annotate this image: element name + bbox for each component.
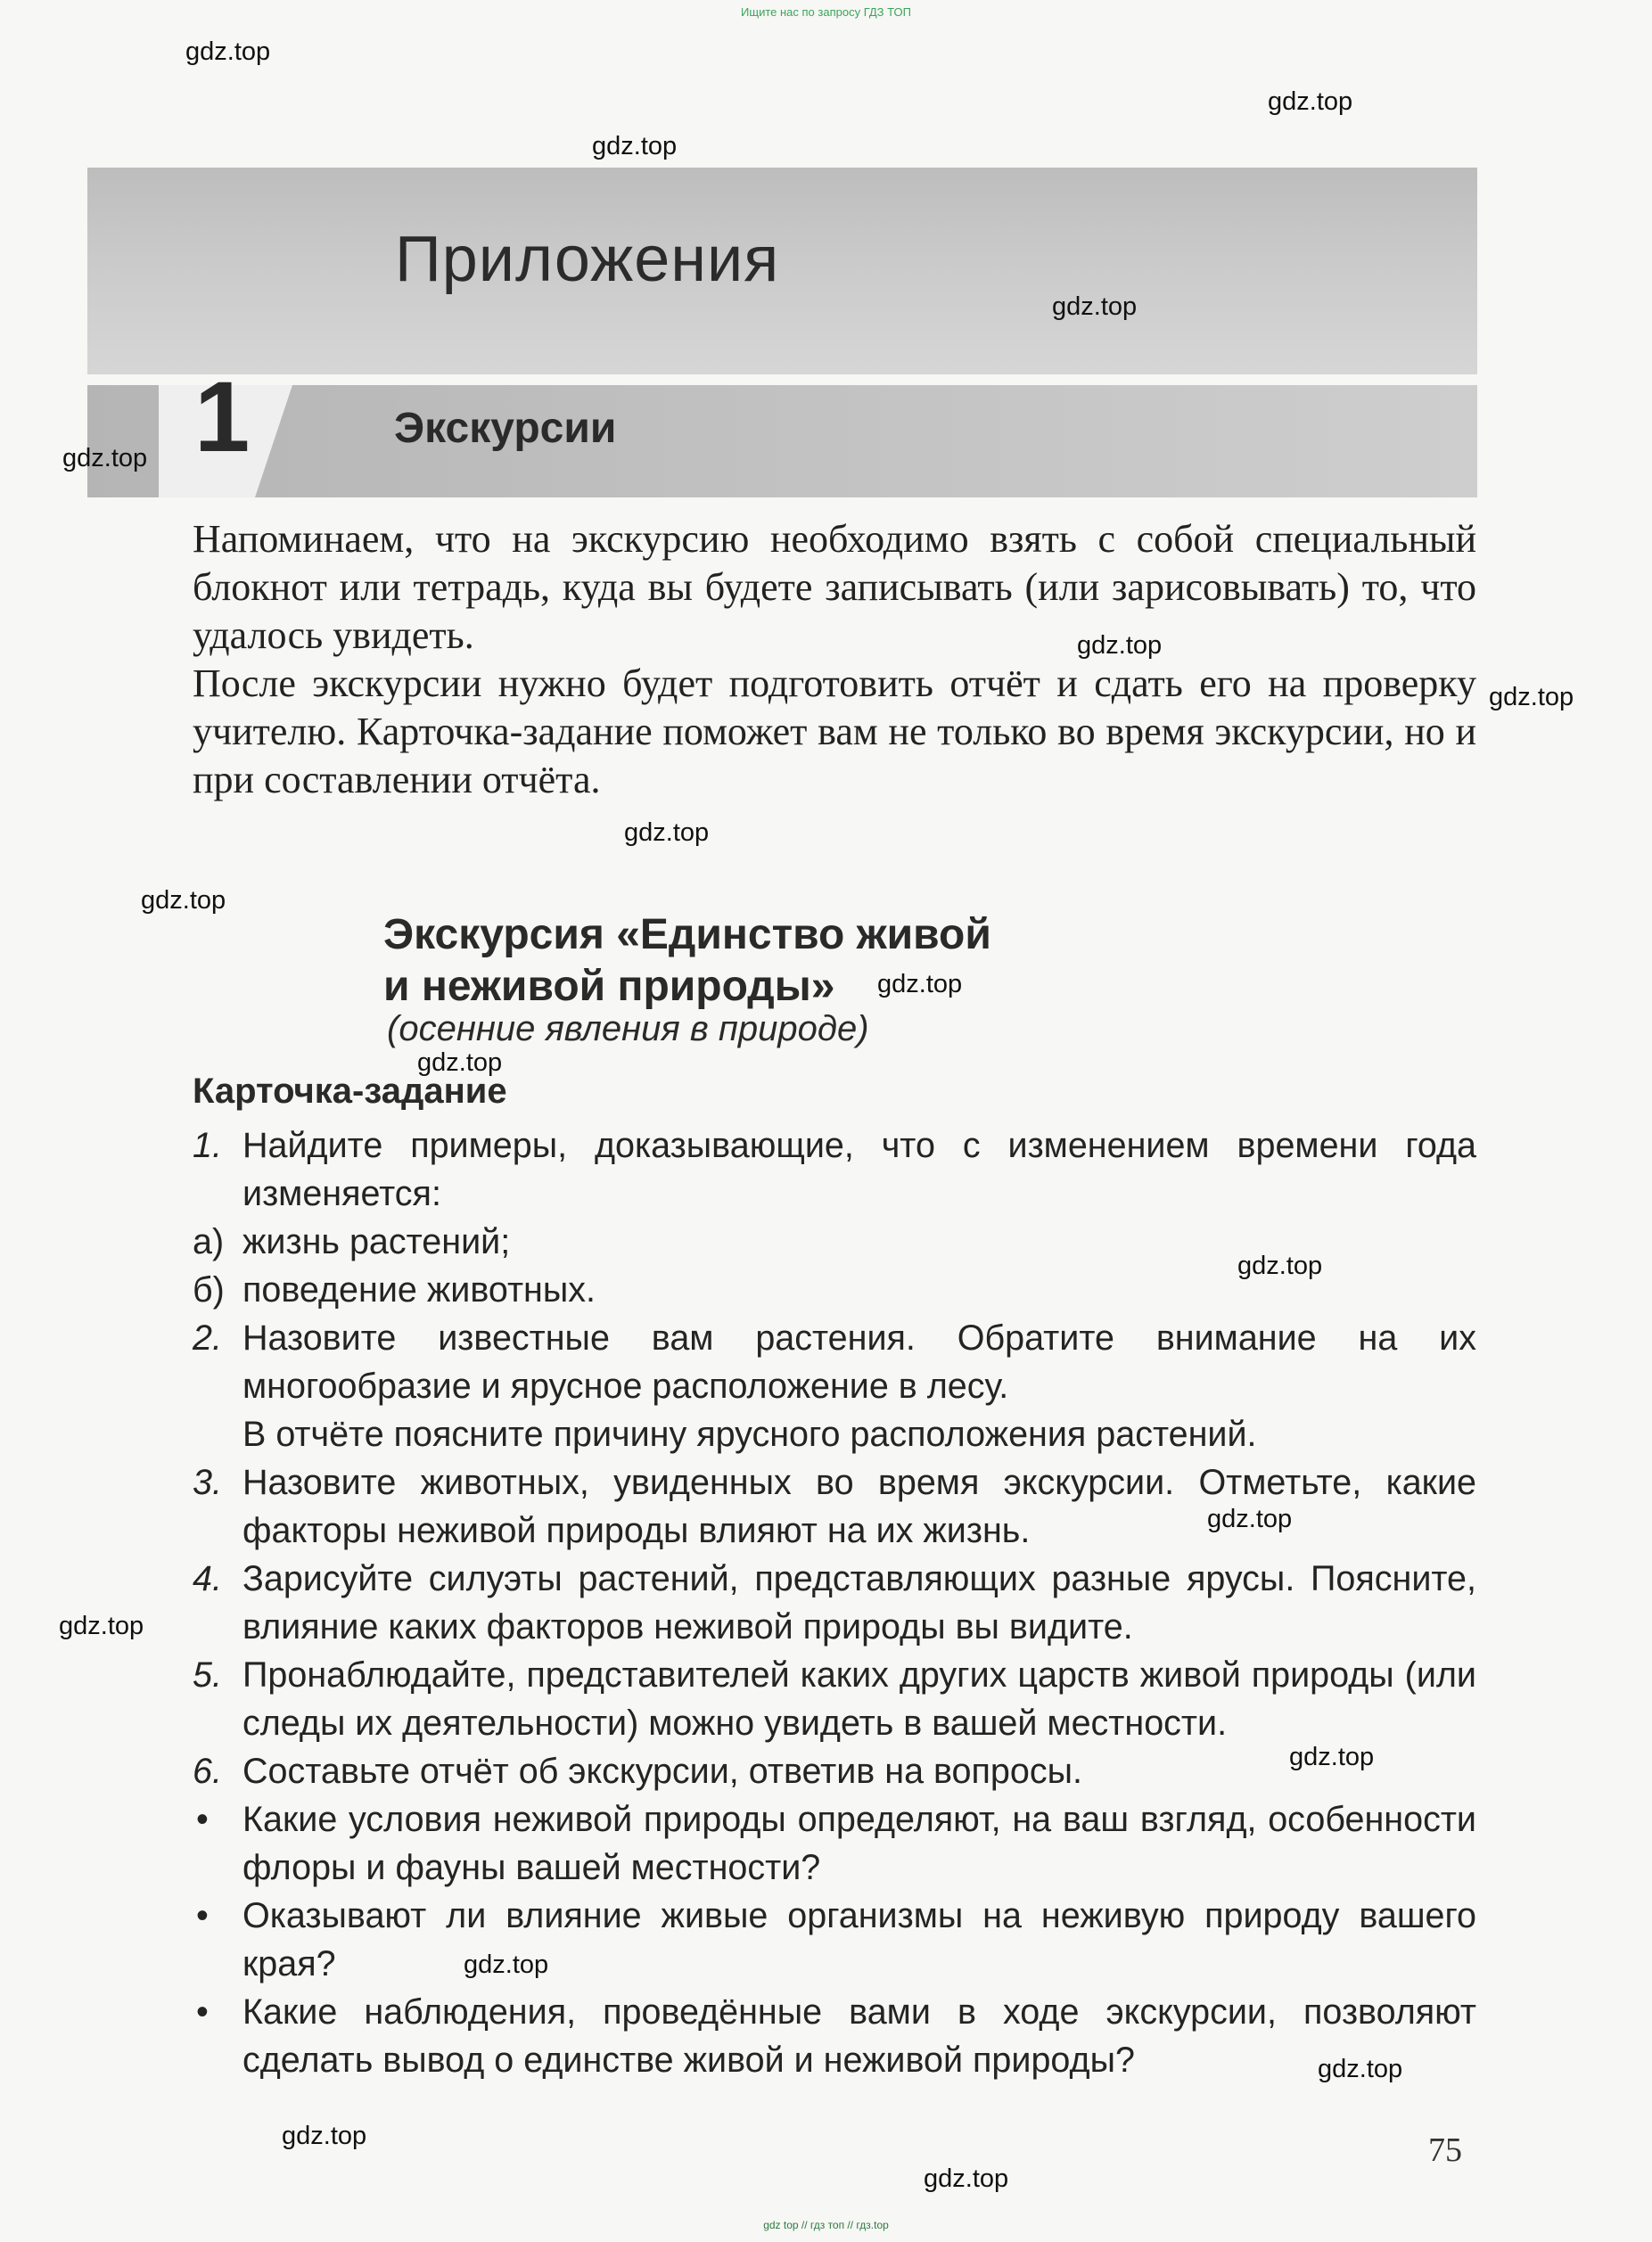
watermark: gdz.top <box>1077 631 1163 660</box>
task-item <box>193 1651 1476 1747</box>
task-card-heading: Карточка-задание <box>193 1072 507 1111</box>
watermark: gdz.top <box>141 886 226 915</box>
header-note: Ищите нас по запросу ГДЗ ТОП <box>741 5 911 19</box>
task-marker: 3. <box>193 1463 222 1502</box>
task-marker: а) <box>193 1222 225 1261</box>
bullet-marker: • <box>196 1800 209 1839</box>
task-marker: 5. <box>193 1655 222 1695</box>
task-text: Зарисуйте силуэты растений, представляющих разные ярусы. Поясните, влияние каких факторов неживой природы вы видите. <box>242 1559 1476 1647</box>
task-marker: б) <box>193 1270 225 1310</box>
intro-paragraph: Напоминаем, что на экскурсию необходимо взять с собой специальный блокнот или тетрадь, куда вы будете записывать (или зарисовывать) то, что удалось увидеть. <box>193 517 1476 657</box>
watermark: gdz.top <box>1052 292 1138 321</box>
task-item <box>193 1892 1476 1988</box>
section-number: 1 <box>194 361 251 472</box>
task-item <box>193 1121 1476 1218</box>
intro-text <box>193 515 1476 804</box>
watermark: gdz.top <box>1489 683 1574 711</box>
watermark: gdz.top <box>282 2122 367 2150</box>
watermark: gdz.top <box>1237 1252 1323 1280</box>
watermark: gdz.top <box>1207 1505 1293 1533</box>
task-text: В отчёте поясните причину ярусного расположения растений. <box>242 1415 1257 1454</box>
task-item <box>193 1988 1476 2084</box>
watermark: gdz.top <box>877 970 963 998</box>
task-text: Составьте отчёт об экскурсии, ответив на вопросы. <box>242 1752 1082 1791</box>
task-item <box>193 1410 1476 1458</box>
footer-note: gdz top // гдз топ // гдз.top <box>763 2219 889 2231</box>
task-text: Пронаблюдайте, представителей каких других царств живой природы (или следы их деятельности) можно увидеть в вашей местности. <box>242 1655 1476 1743</box>
section-title: Экскурсии <box>394 405 617 452</box>
task-text: Оказывают ли влияние живые организмы на неживую природу вашего края? <box>242 1896 1476 1983</box>
watermark: gdz.top <box>59 1612 144 1640</box>
task-item <box>193 1747 1476 1795</box>
task-marker: 4. <box>193 1559 222 1598</box>
task-item <box>193 1314 1476 1410</box>
task-item <box>193 1555 1476 1651</box>
task-text: Назовите известные вам растения. Обратите внимание на их многообразие и ярусное расположение в лесу. <box>242 1318 1476 1406</box>
task-text: Какие наблюдения, проведённые вами в ходе экскурсии, позволяют сделать вывод о единстве живой и неживой природы? <box>242 1992 1476 2080</box>
watermark: gdz.top <box>624 818 710 847</box>
watermark: gdz.top <box>62 444 148 472</box>
page-number: 75 <box>1428 2131 1462 2169</box>
bullet-marker: • <box>196 1896 209 1935</box>
watermark: gdz.top <box>417 1048 503 1077</box>
watermark: gdz.top <box>185 37 271 66</box>
watermark: gdz.top <box>592 132 678 160</box>
task-item <box>193 1795 1476 1892</box>
task-text: жизнь растений; <box>242 1222 511 1261</box>
watermark: gdz.top <box>924 2164 1009 2193</box>
task-marker: 2. <box>193 1318 222 1358</box>
excursion-title-line: Экскурсия «Единство живой <box>383 911 991 958</box>
intro-paragraph: После экскурсии нужно будет подготовить отчёт и сдать его на проверку учителю. Карточка-задание поможет вам не только во время экскурсии, но и при составлении отчёта. <box>193 661 1476 801</box>
appendix-header-band <box>87 168 1477 374</box>
watermark: gdz.top <box>1318 2055 1403 2083</box>
excursion-title <box>383 909 1186 1013</box>
watermark: gdz.top <box>1268 87 1353 116</box>
task-text: поведение животных. <box>242 1270 596 1310</box>
task-text: Какие условия неживой природы определяют, на ваш взгляд, особенности флоры и фауны вашей местности? <box>242 1800 1476 1887</box>
bullet-marker: • <box>196 1992 209 2032</box>
watermark: gdz.top <box>464 1950 549 1979</box>
task-text: Найдите примеры, доказывающие, что с изменением времени года изменяется: <box>242 1126 1476 1213</box>
section-header-band <box>87 385 1477 497</box>
watermark: gdz.top <box>1289 1743 1375 1771</box>
appendix-title: Приложения <box>395 224 780 295</box>
task-marker: 1. <box>193 1126 222 1165</box>
task-marker: 6. <box>193 1752 222 1791</box>
task-text: Назовите животных, увиденных во время экскурсии. Отметьте, какие факторы неживой природы влияют на их жизнь. <box>242 1463 1476 1550</box>
excursion-title-line: и неживой природы» <box>383 963 835 1010</box>
excursion-subtitle: (осенние явления в природе) <box>387 1009 869 1048</box>
